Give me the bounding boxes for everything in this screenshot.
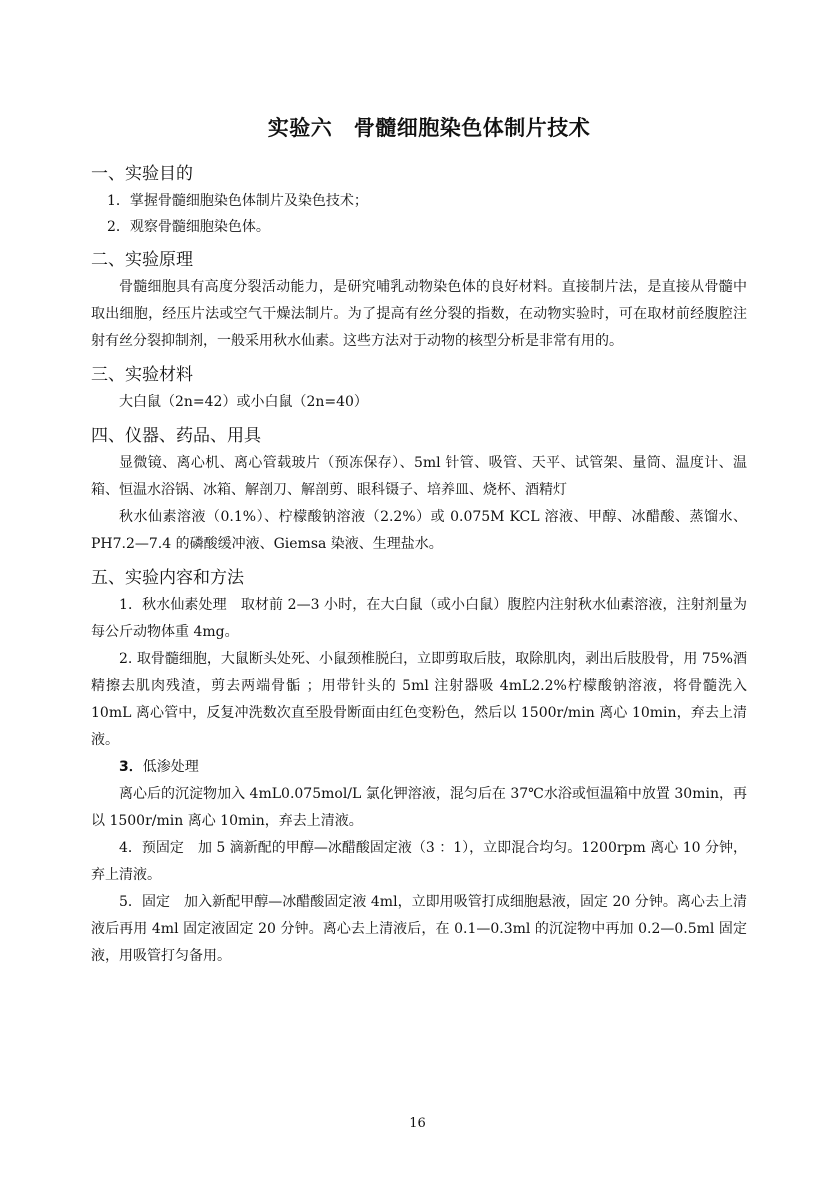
principle-paragraph: 骨髓细胞具有高度分裂活动能力，是研究哺乳动物染色体的良好材料。直接制片法，是直接从骨髓中取出细胞，经压片法或空气干燥法制片。为了提高有丝分裂的指数，在动物实验时，可在取材前经腹腔注射有丝分裂抑制剂，一般采用秋水仙素。这些方法对于动物的核型分析是非常有用的。 (91, 279, 747, 349)
equipment-paragraph: 显微镜、离心机、离心管载玻片（预冻保存）、5ml 针管、吸管、天平、试管架、量筒、温度计、温箱、恒温水浴锅、冰箱、解剖刀、解剖剪、眼科镊子、培养皿、烧杯、酒精灯 (91, 455, 747, 498)
step-3-number: 3． (119, 759, 143, 775)
method-step-5: 5．固定 加入新配甲醇—冰醋酸固定液 4ml，立即用吸管打成细胞悬液，固定 20 分钟。离心去上清液后再用 4ml 固定液固定 20 分钟。离心去上清液后，在 0.1—0.3ml 的沉淀物中再加 0.2—0.5ml 固定液，用吸管打匀备用。 (91, 894, 747, 964)
document-title: 实验六 骨髓细胞染色体制片技术 (267, 116, 591, 140)
document-page (91, 112, 747, 970)
section-heading-objective: 一、实验目的 (91, 164, 193, 184)
method-step-3-heading (91, 754, 747, 781)
objective-item-1: 1．掌握骨髓细胞染色体制片及染色技术； (107, 193, 368, 209)
objective-item-2: 2．观察骨髓细胞染色体。 (107, 219, 270, 235)
section-heading-equipment: 四、仪器、药品、用具 (91, 426, 261, 446)
step-3-label: 低渗处理 (142, 759, 199, 775)
method-step-1: 1．秋水仙素处理 取材前 2—3 小时，在大白鼠（或小白鼠）腹腔内注射秋水仙素溶液，注射剂量为每公斤动物体重 4mg。 (91, 597, 747, 640)
method-step-4: 4．预固定 加 5 滴新配的甲醇—冰醋酸固定液（3 ：1），立即混合均匀。1200rpm 离心 10 分钟，弃上清液。 (91, 840, 747, 883)
method-step-3: 离心后的沉淀物加入 4mL0.075mol/L 氯化钾溶液，混匀后在 37℃水浴或恒温箱中放置 30min，再以 1500r/min 离心 10min，弃去上清液。 (91, 786, 747, 829)
page-number: 16 (409, 1116, 426, 1131)
section-heading-materials: 三、实验材料 (91, 365, 193, 385)
materials-paragraph: 大白鼠（2n=42）或小白鼠（2n=40） (119, 394, 368, 410)
method-step-2: 2. 取骨髓细胞，大鼠断头处死、小鼠颈椎脱臼，立即剪取后肢，取除肌肉，剥出后肢股骨，用 75%酒精擦去肌肉残渣，剪去两端骨骺 ；用带针头的 5ml 注射器吸 4mL2.2%柠檬酸钠溶液，将骨髓洗入 10mL 离心管中，反复冲洗数次直至股骨断面由红色变粉色，然后以 1500r/min 离心 10min，弃去上清液。 (91, 651, 747, 748)
section-heading-methods: 五、实验内容和方法 (91, 568, 244, 588)
reagents-paragraph: 秋水仙素溶液（0.1%）、柠檬酸钠溶液（2.2%）或 0.075M KCL 溶液、甲醇、冰醋酸、蒸馏水、PH7.2—7.4 的磷酸缓冲液、Giemsa 染液、生理盐水。 (91, 509, 747, 552)
section-heading-principle: 二、实验原理 (91, 250, 193, 270)
